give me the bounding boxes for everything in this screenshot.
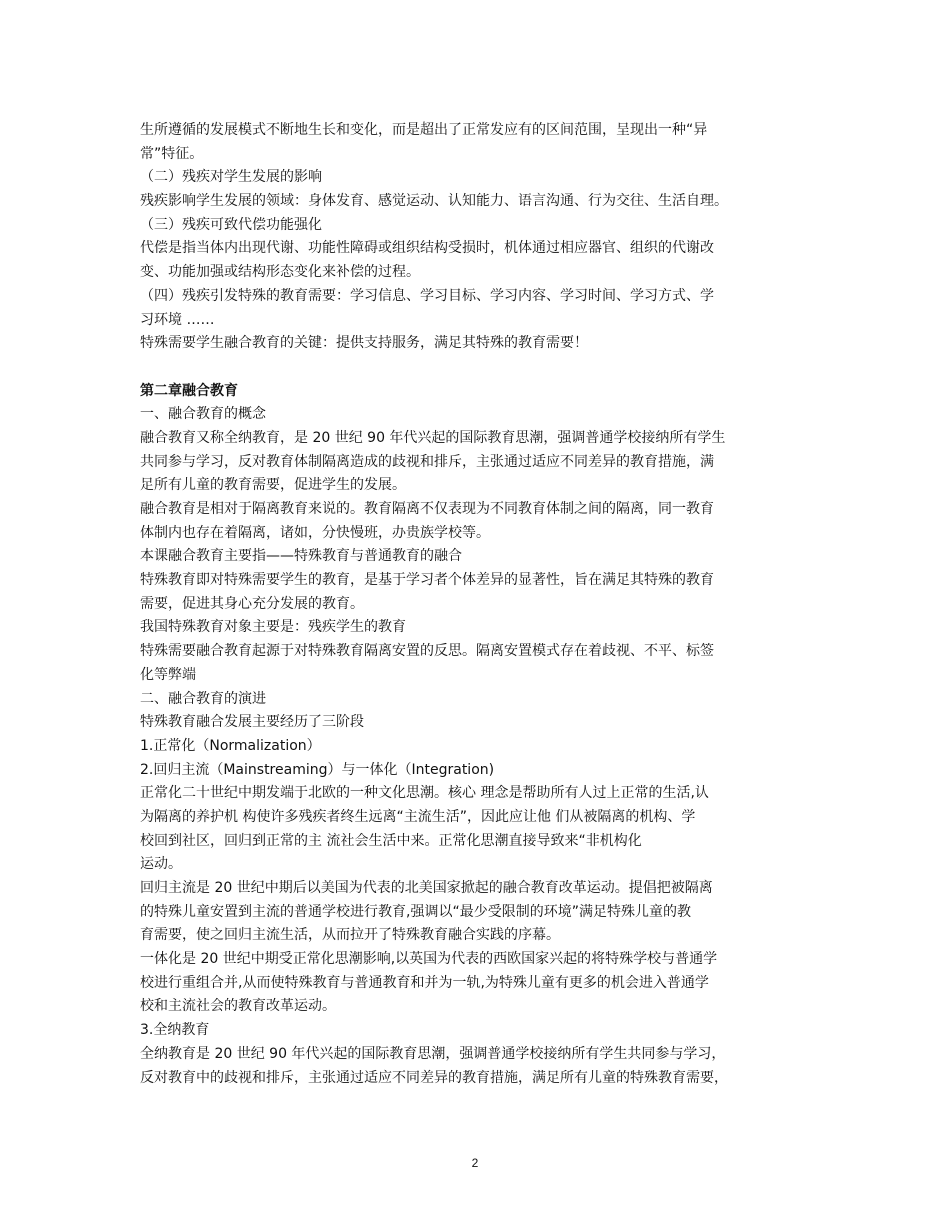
text-line: 特殊教育融合发展主要经历了三阶段 bbox=[140, 714, 364, 731]
section-heading: 二、融合教育的演进 bbox=[140, 690, 266, 707]
text-line: 本课融合教育主要指——特殊教育与普通教育的融合 bbox=[140, 548, 462, 565]
text-line: 校回到社区，回归到正常的主 流社会生活中来。正常化思潮直接导致来“非机构化 bbox=[140, 832, 642, 849]
text-line: 回归主流是 20 世纪中期后以美国为代表的北美国家掀起的融合教育改革运动。提倡把被隔离 bbox=[140, 880, 713, 896]
text-line: 变、功能加强或结构形态变化来补偿的过程。 bbox=[140, 264, 420, 281]
text-line: 特殊需要学生融合教育的关键：提供支持服务，满足其特殊的教育需要！ bbox=[140, 335, 588, 352]
list-item: 1.正常化（Normalization） bbox=[140, 737, 321, 754]
subsection-heading: （四）残疾引发特殊的教育需要：学习信息、学习目标、学习内容、学习时间、学习方式、学 bbox=[140, 287, 714, 304]
text-line: 反对教育中的歧视和排斥，主张通过适应不同差异的教育措施，满足所有儿童的特殊教育需要， bbox=[140, 1069, 728, 1086]
subsection-heading: （二）残疾对学生发展的影响 bbox=[140, 169, 322, 186]
text-line: 需要，促进其身心充分发展的教育。 bbox=[140, 595, 364, 612]
text-line: 习环境 …… bbox=[140, 311, 215, 328]
text-line: 常”特征。 bbox=[140, 145, 204, 162]
chapter-heading: 第二章融合教育 bbox=[140, 382, 238, 399]
text-line: 融合教育是相对于隔离教育来说的。教育隔离不仅表现为不同教育体制之间的隔离，同一教育 bbox=[140, 501, 714, 517]
text-line: 特殊需要融合教育起源于对特殊教育隔离安置的反思。隔离安置模式存在着歧视、不平、标签 bbox=[140, 643, 714, 660]
text-line: 融合教育又称全纳教育，是 20 世纪 90 年代兴起的国际教育思潮，强调普通学校接纳所有学生 bbox=[140, 429, 726, 446]
text-line: 生所遵循的发展模式不断地生长和变化，而是超出了正常发应有的区间范围，呈现出一种“异 bbox=[140, 122, 708, 138]
text-line: 育需要，使之回归主流生活，从而拉开了特殊教育融合实践的序幕。 bbox=[140, 927, 560, 944]
list-item: 2.回归主流（Mainstreaming）与一体化（Integration) bbox=[140, 761, 495, 778]
document-body bbox=[140, 119, 830, 1090]
text-line: 化等弊端 bbox=[140, 666, 196, 683]
text-line: 体制内也存在着隔离，诸如，分快慢班，办贵族学校等。 bbox=[140, 524, 490, 541]
text-line: 一体化是 20 世纪中期受正常化思潮影响,以英国为代表的西欧国家兴起的将特殊学校与普通学 bbox=[140, 951, 718, 968]
text-line: 共同参与学习，反对教育体制隔离造成的歧视和排斥，主张通过适应不同差异的教育措施，满 bbox=[140, 453, 714, 470]
text-line: 校进行重组合并,从而使特殊教育与普通教育和并为一轨,为特殊儿童有更多的机会进入普通学 bbox=[140, 974, 709, 991]
section-heading: 一、融合教育的概念 bbox=[140, 406, 266, 423]
text-line: 运动。 bbox=[140, 856, 182, 873]
subsection-heading: （三）残疾可致代偿功能强化 bbox=[140, 216, 322, 233]
page-number: 2 bbox=[471, 1156, 479, 1170]
text-line: 校和主流社会的教育改革运动。 bbox=[140, 998, 336, 1015]
list-item: 3.全纳教育 bbox=[140, 1022, 210, 1039]
text-line: 我国特殊教育对象主要是：残疾学生的教育 bbox=[140, 619, 406, 636]
text-line: 的特殊儿童安置到主流的普通学校进行教育,强调以“最少受限制的环境”满足特殊儿童的教 bbox=[140, 903, 691, 920]
text-line: 特殊教育即对特殊需要学生的教育，是基于学习者个体差异的显著性，旨在满足其特殊的教育 bbox=[140, 572, 714, 589]
text-line: 正常化二十世纪中期发端于北欧的一种文化思潮。核心 理念是帮助所有人过上正常的生活,认 bbox=[140, 785, 709, 802]
text-line: 足所有儿童的教育需要，促进学生的发展。 bbox=[140, 477, 406, 494]
text-line: 全纳教育是 20 世纪 90 年代兴起的国际教育思潮，强调普通学校接纳所有学生共同参与学习， bbox=[140, 1045, 726, 1062]
text-line: 残疾影响学生发展的领域：身体发育、感觉运动、认知能力、语言沟通、行为交往、生活自理。 bbox=[140, 193, 728, 210]
blank-line bbox=[140, 356, 830, 380]
text-line: 为隔离的养护机 构使许多残疾者终生远离“主流生活”，因此应让他 们从被隔离的机构、学 bbox=[140, 808, 696, 825]
text-line: 代偿是指当体内出现代谢、功能性障碍或组织结构受损时，机体通过相应器官、组织的代谢改 bbox=[140, 240, 714, 257]
